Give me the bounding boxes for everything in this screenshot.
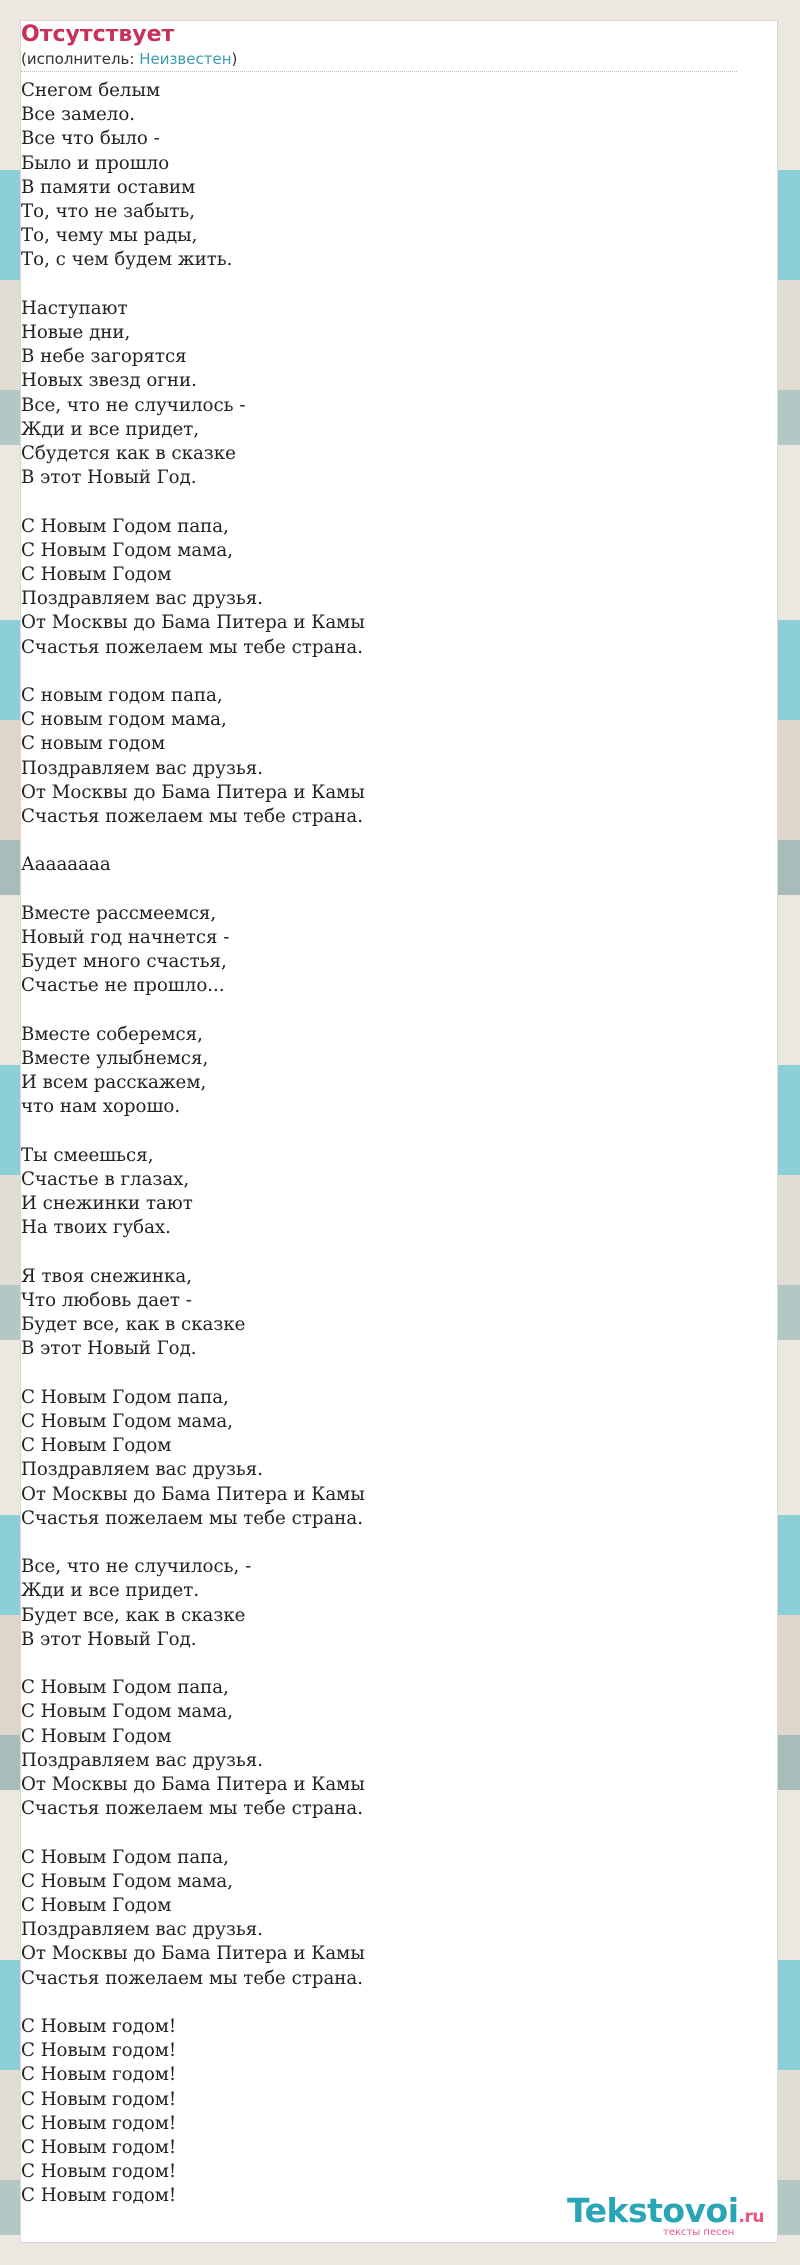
lyrics-line: С Новым годом! [21,2040,177,2062]
lyrics-line: Жди и все придет. [21,1580,200,1602]
lyrics-line: С Новым годом! [21,2112,177,2134]
lyrics-stanza [21,902,737,999]
performer-close: ) [231,50,238,68]
lyrics-line: Новые дни, [21,322,131,344]
lyrics-line: В этот Новый Год. [21,467,197,489]
lyrics-line: С Новым Годом папа, [21,1846,229,1868]
lyrics-line: От Москвы до Бама Питера и Камы [21,1774,365,1796]
lyrics-line: Новый год начнется - [21,927,230,949]
lyrics-line: С Новым Годом папа, [21,1677,229,1699]
lyrics-line: Поздравляем вас друзья. [21,1749,264,1771]
lyrics-line: Поздравляем вас друзья. [21,1919,264,1941]
song-header [21,21,737,72]
lyrics-line: Счастья пожелаем мы тебе страна. [21,1507,364,1529]
lyrics-line: От Москвы до Бама Питера и Камы [21,1943,365,1965]
lyrics-line: Поздравляем вас друзья. [21,757,264,779]
lyrics-line: Вместе улыбнемся, [21,1048,209,1070]
lyrics-line: С Новым Годом мама, [21,1411,233,1433]
lyrics-line: То, что не забыть, [21,201,196,223]
lyrics-stanza [21,515,737,660]
lyrics-stanza [21,1023,737,1120]
lyrics-line: На твоих губах. [21,1217,171,1239]
lyrics-line: В этот Новый Год. [21,1338,197,1360]
lyrics-line: С Новым Годом мама, [21,539,233,561]
lyrics-stanza [21,1555,737,1652]
lyrics-line: С новым годом мама, [21,709,227,731]
lyrics-line: С Новым годом! [21,2088,177,2110]
lyrics-line: Я твоя снежинка, [21,1265,193,1287]
lyrics-line: Снегом белым [21,80,161,101]
lyrics-line: Счастье в глазах, [21,1169,190,1191]
lyrics-line: Счастье не прошло... [21,975,225,997]
logo-name: Tekstovoi [567,2191,739,2230]
performer-link[interactable]: Неизвестен [139,50,232,68]
lyrics-line: С Новым Годом [21,1435,172,1457]
lyrics-line: С Новым Годом [21,564,172,586]
lyrics-line: С Новым Годом мама, [21,1870,233,1892]
lyrics-line: Было и прошло [21,152,170,174]
lyrics-line: Поздравляем вас друзья. [21,1459,264,1481]
lyrics-line: Счастья пожелаем мы тебе страна. [21,1798,364,1820]
lyrics-line: Новых звезд огни. [21,370,197,392]
lyrics-line: От Москвы до Бама Питера и Камы [21,1483,365,1505]
lyrics-line: С Новым Годом [21,1725,172,1747]
lyrics-line: В памяти оставим [21,176,196,198]
lyrics-line: Счастья пожелаем мы тебе страна. [21,806,364,828]
lyrics-line: Вместе рассмеемся, [21,902,217,924]
lyrics-line: С Новым Годом мама, [21,1701,233,1723]
lyrics-line: С Новым годом! [21,2161,177,2183]
lyrics-line: С Новым годом! [21,2064,177,2086]
lyrics-stanza [21,1386,737,1531]
lyrics-line: Счастья пожелаем мы тебе страна. [21,1967,364,1989]
lyrics-line: Будет все, как в сказке [21,1604,246,1626]
lyrics-line: Вместе соберемся, [21,1023,203,1045]
lyrics-stanza [21,684,737,829]
lyrics-stanza [21,2015,737,2209]
lyrics-line: С новым годом [21,733,166,755]
lyrics-line: Ты смеешься, [21,1144,154,1166]
lyrics-line: С Новым годом! [21,2016,177,2038]
logo-tagline: тексты песен [663,2227,735,2238]
performer-label: (исполнитель: [21,50,140,68]
lyrics-line: Будет много счастья, [21,951,227,973]
lyrics-line: С новым годом папа, [21,685,223,707]
performer-line [21,49,737,72]
lyrics-line: Все, что не случилось, - [21,1556,252,1578]
lyrics-line: То, чему мы рады, [21,225,198,247]
lyrics-line: И всем расскажем, [21,1072,207,1094]
lyrics-line: Все, что не случилось - [21,394,246,416]
lyrics-line: Что любовь дает - [21,1290,192,1312]
lyrics-line: Сбудется как в сказке [21,443,236,465]
lyrics-text [21,79,737,2209]
lyrics-stanza [21,297,737,491]
lyrics-line: Счастья пожелаем мы тебе страна. [21,636,364,658]
lyrics-line: С Новым Годом папа, [21,515,229,537]
lyrics-line: В небе загорятся [21,346,187,368]
lyrics-line: С Новым годом! [21,2137,177,2159]
lyrics-line: В этот Новый Год. [21,1628,197,1650]
lyrics-line: что нам хорошо. [21,1096,181,1118]
lyrics-line: Ааааaaaa [21,854,111,876]
lyrics-line: Жди и все придет, [21,418,200,440]
lyrics-stanza [21,1676,737,1821]
lyrics-line: То, с чем будем жить. [21,249,233,271]
lyrics-line: От Москвы до Бама Питера и Камы [21,612,365,634]
lyrics-line: Поздравляем вас друзья. [21,588,264,610]
lyrics-line: И снежинки тают [21,1193,193,1215]
site-logo[interactable] [567,2193,777,2241]
lyrics-line: С Новым Годом [21,1895,172,1917]
lyrics-line: С Новым Годом папа, [21,1386,229,1408]
lyrics-line: С Новым годом! [21,2185,177,2207]
logo-tld: .ru [738,2207,764,2227]
lyrics-line: Все замело. [21,104,136,126]
lyrics-stanza [21,853,737,877]
lyrics-stanza [21,79,737,273]
lyrics-stanza [21,1144,737,1241]
lyrics-line: Наступают [21,297,128,319]
lyrics-stanza [21,1265,737,1362]
lyrics-stanza [21,1846,737,1991]
song-title: Отсутствует [21,22,175,47]
lyrics-line: Будет все, как в сказке [21,1314,246,1336]
lyrics-line: От Москвы до Бама Питера и Камы [21,781,365,803]
lyrics-line: Все что было - [21,128,160,150]
